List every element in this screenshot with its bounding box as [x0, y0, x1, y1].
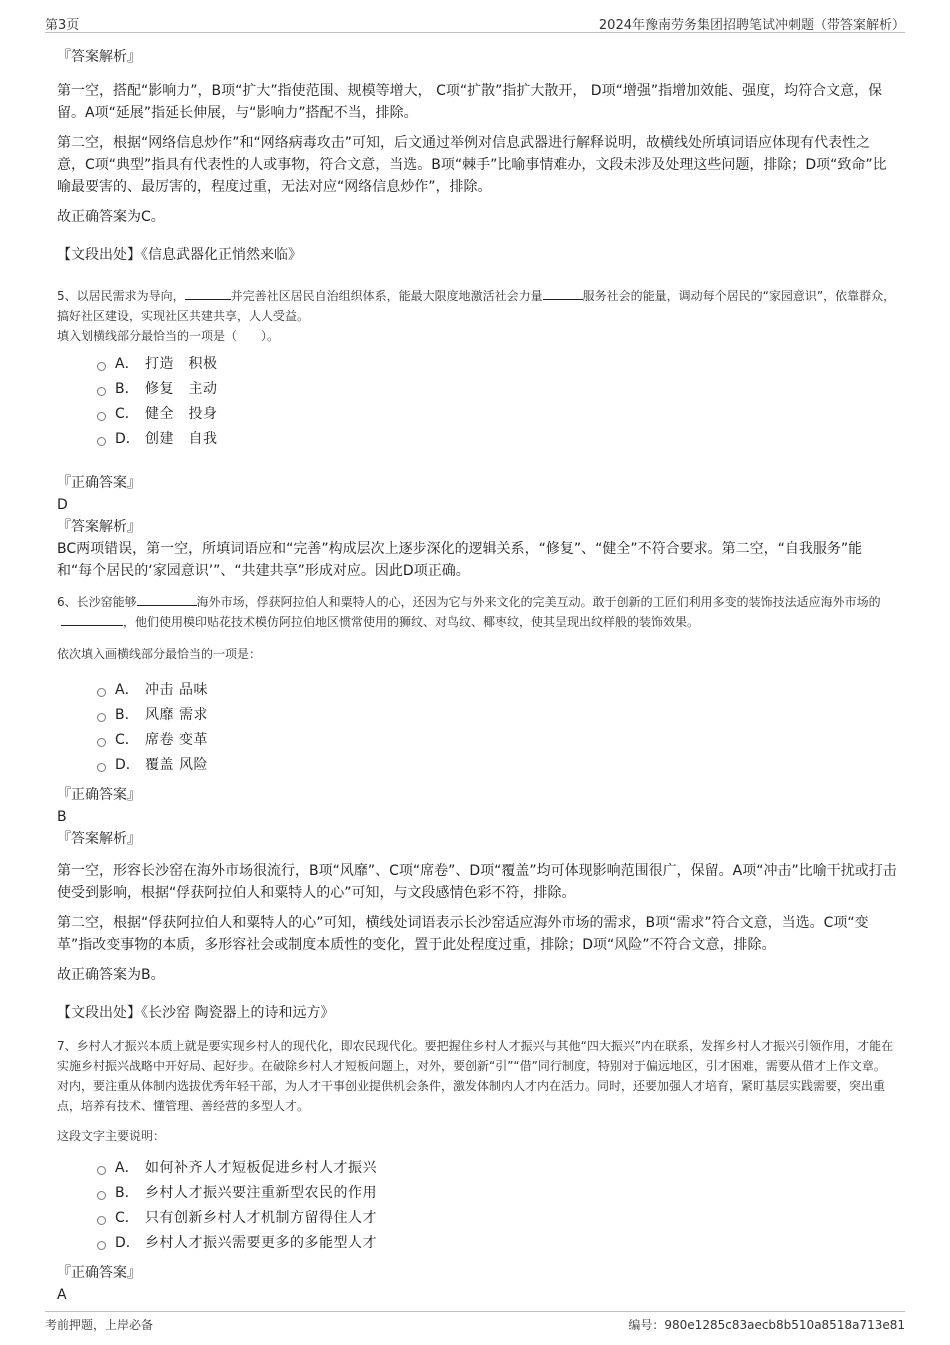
- radio-icon[interactable]: [97, 688, 106, 697]
- q4-conclusion: 故正确答案为C。: [57, 209, 165, 225]
- radio-icon[interactable]: [97, 763, 106, 772]
- q6-blank-1: [137, 593, 197, 606]
- q6-option-c[interactable]: C． 席卷 变革: [57, 728, 897, 753]
- page-header: [45, 10, 905, 33]
- radio-icon[interactable]: [97, 1241, 106, 1250]
- q5-answer: D: [57, 497, 68, 513]
- q7-answer: A: [57, 1287, 67, 1303]
- q6-answer: B: [57, 809, 67, 825]
- q6-blank-2: [61, 613, 123, 626]
- page-number: 第3页: [45, 18, 80, 33]
- q7-option-a[interactable]: A． 如何补齐人才短板促进乡村人才振兴: [57, 1156, 897, 1181]
- radio-icon[interactable]: [97, 1191, 106, 1200]
- q4-analysis-label: 『答案解析』: [57, 49, 141, 65]
- q5-stem: 5、以居民需求为导向， 并完善社区居民自治组织体系，能最大限度地激活社会力量 服务社会的能量，调动每个居民的“家园意识”，依靠群众，搞好社区建设，实现社区共建共享，人人受益。: [57, 289, 896, 323]
- radio-icon[interactable]: [97, 1166, 106, 1175]
- q7-options: [57, 1156, 897, 1256]
- q6-option-b[interactable]: B． 风靡 需求: [57, 703, 897, 728]
- q4-analysis-p2: 第二空，根据“网络信息炒作”和“网络病毒攻击”可知，后文通过举例对信息武器进行解释说明，故横线处所填词语应体现有代表性之意，C项“典型”指具有代表性的人或事物，符合文意，当选。B项“棘手”比喻事情难办，文段未涉及处理这些问题，排除；D项“致命”比喻最要害的、最厉害的，程度过重，无法对应“网络信息炒作”，排除。: [57, 135, 887, 195]
- q5-options: [57, 352, 897, 452]
- q5-prompt: 填入划横线部分最恰当的一项是（ ）。: [57, 329, 280, 343]
- radio-icon[interactable]: [97, 362, 106, 371]
- q6-answer-label: 『正确答案』: [57, 787, 141, 803]
- q4-source: 【文段出处】《信息武器化正悄然来临》: [57, 247, 302, 263]
- q5-option-d[interactable]: D． 创建 自我: [57, 427, 897, 452]
- q5-option-a[interactable]: A． 打造 积极: [57, 352, 897, 377]
- radio-icon[interactable]: [97, 412, 106, 421]
- q6-option-d[interactable]: D． 覆盖 风险: [57, 753, 897, 778]
- q6-option-a[interactable]: A． 冲击 品味: [57, 678, 897, 703]
- footer-slogan: 考前押题，上岸必备: [45, 1318, 154, 1332]
- radio-icon[interactable]: [97, 437, 106, 446]
- q6-source: 【文段出处】《长沙窑 陶瓷器上的诗和远方》: [57, 1005, 335, 1021]
- q7-stem: 7、乡村人才振兴本质上就是要实现乡村人的现代化，即农民现代化。要把握住乡村人才振兴与其他“四大振兴”内在联系，发挥乡村人才振兴引领作用，才能在实施乡村振兴战略中开好局、起好步。在破除乡村人才短板问题上，对外，要创新“引”“借”同行制度，特别对于偏远地区，引才困难，需要从借才上作文章。对内，要注重从体制内选拔优秀年轻干部，为人才干事创业提供机会条件，激发体制内人才内在活力。同时，还要加强人才培育，紧盯基层实践需要，突出重点，培养有技术、懂管理、善经营的多型人才。: [57, 1039, 894, 1113]
- q5-blank-1: [185, 287, 231, 300]
- document-code: 编号：980e1285c83aecb8b510a8518a713e81: [628, 1318, 905, 1332]
- radio-icon[interactable]: [97, 738, 106, 747]
- q5-answer-label: 『正确答案』: [57, 475, 141, 491]
- page-footer: [45, 1311, 905, 1338]
- q6-analysis-p1: 第一空，形容长沙窑在海外市场很流行，B项“风靡”、C项“席卷”、D项“覆盖”均可体现影响范围很广，保留。A项“冲击”比喻干扰或打击使受到影响，根据“俘获阿拉伯人和粟特人的心”可知，与文段感情色彩不符，排除。: [57, 863, 897, 901]
- q6-stem: 6、长沙窑能够 海外市场，俘获阿拉伯人和粟特人的心，还因为它与外来文化的完美互动。敢于创新的工匠们利用多变的装饰技法适应海外市场的，他们使用模印贴花技术模仿阿拉伯地区惯常使用的狮纹、对鸟纹、椰枣纹，使其呈现出纹样般的装饰效果。: [57, 595, 881, 629]
- q6-analysis-p2: 第二空，根据“俘获阿拉伯人和粟特人的心”可知，横线处词语表示长沙窑适应海外市场的需求，B项“需求”符合文意，当选。C项“变革”指改变事物的本质，多形容社会或制度本质性的变化，置于此处程度过重，排除；D项“风险”不符合文意，排除。: [57, 915, 869, 953]
- q7-answer-label: 『正确答案』: [57, 1265, 141, 1281]
- q4-analysis-p1: 第一空，搭配“影响力”，B项“扩大”指使范围、规模等增大， C项“扩散”指扩大散开， D项“增强”指增加效能、强度，均符合文意，保留。A项“延展”指延长伸展，与“影响力”搭配不当，排除。: [57, 83, 883, 121]
- q6-options: [57, 678, 897, 778]
- q7-prompt: 这段文字主要说明：: [57, 1129, 166, 1143]
- q5-analysis: BC两项错误，第一空，所填词语应和“完善”构成层次上逐步深化的逻辑关系，“修复”、“健全”不符合要求。第二空，“自我服务”能和“每个居民的‘家园意识’”、“共建共享”形成对应。因此D项正确。: [57, 541, 863, 579]
- q6-prompt: 依次填入画横线部分最恰当的一项是：: [57, 647, 262, 661]
- radio-icon[interactable]: [97, 713, 106, 722]
- q7-option-d[interactable]: D． 乡村人才振兴需要更多的多能型人才: [57, 1231, 897, 1256]
- q5-analysis-label: 『答案解析』: [57, 519, 141, 535]
- q5-blank-2: [543, 287, 583, 300]
- q6-analysis-label: 『答案解析』: [57, 831, 141, 847]
- radio-icon[interactable]: [97, 387, 106, 396]
- radio-icon[interactable]: [97, 1216, 106, 1225]
- q6-conclusion: 故正确答案为B。: [57, 967, 165, 983]
- document-title: 2024年豫南劳务集团招聘笔试冲刺题（带答案解析）: [598, 18, 905, 33]
- q5-option-b[interactable]: B． 修复 主动: [57, 377, 897, 402]
- page-content: [57, 44, 897, 1306]
- q7-option-c[interactable]: C． 只有创新乡村人才机制方留得住人才: [57, 1206, 897, 1231]
- q7-option-b[interactable]: B． 乡村人才振兴要注重新型农民的作用: [57, 1181, 897, 1206]
- q5-option-c[interactable]: C． 健全 投身: [57, 402, 897, 427]
